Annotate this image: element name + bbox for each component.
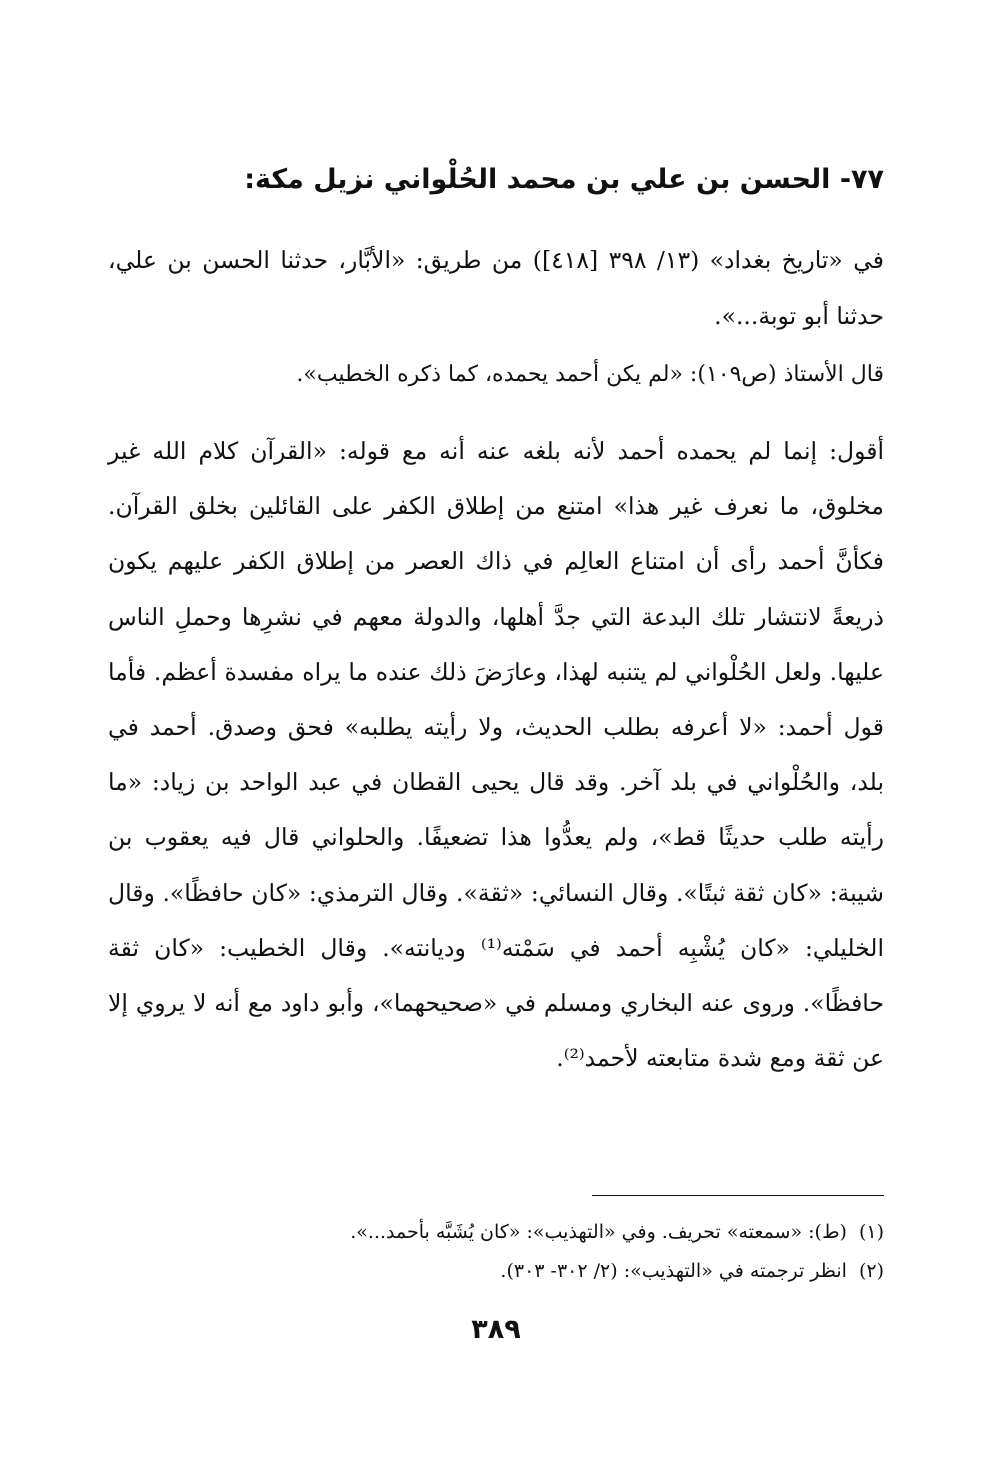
footnote-text: انظر ترجمته في «التهذيب»: (٢/ ٣٠٢- ٣٠٣). [500, 1260, 847, 1282]
footnote-number: (٢) [858, 1260, 884, 1282]
footnote-1 [108, 1213, 884, 1252]
paragraph-response: أقول: إنما لم يحمده أحمد لأنه بلغه عنه أنه مع قوله: «القرآن كلام الله غير مخلوق، ما نعرف غير هذا» امتنع من إطلاق الكفر على القائلين بخلق القرآن. فكأنَّ أحمد رأى أن امتناع العالِم في ذاك العصر من إطلاق الكفر عليهم يكون ذريعةً لانتشار تلك البدعة التي جدَّ أهلها، والدولة معهم في نشرِها وحملِ الناس عليها. ولعل الحُلْواني لم يتنبه لهذا، وعارَضَ ذلك عنده ما يراه مفسدة أعظم. فأما قول أحمد: «لا أعرفه بطلب الحديث، ولا رأيته يطلبه» فحق وصدق. أحمد في بلد، والحُلْواني في بلد آخر. وقد قال يحيى القطان في عبد الواحد بن زياد: «ما رأيته طلب حديثًا قط»، ولم يعدُّوا هذا تضعيفًا. والحلواني قال فيه يعقوب بن شيبة: «كان ثقة ثبتًا». وقال النسائي: «ثقة». وقال الترمذي: «كان حافظًا». وقال الخليلي: «كان يُشْبِه أحمد في سَمْته⁽¹⁾ وديانته». وقال الخطيب: «كان ثقة حافظًا». وروى عنه البخاري ومسلم في «صحيحهما»، وأبو داود مع أنه لا يروي إلا عن ثقة ومع شدة متابعته لأحمد⁽²⁾. [108, 437, 884, 1073]
footnote-separator [592, 1195, 884, 1196]
footnote-number: (١) [858, 1221, 884, 1243]
footnote-text: (ط): «سمعته» تحريف. وفي «التهذيب»: «كان يُشَبَّه بأحمد...». [350, 1221, 847, 1243]
paragraph-source-citation: في «تاريخ بغداد» (١٣/ ٣٩٨ [٤١٨]) من طريق: «الأبَّار، حدثنا الحسن بن علي، حدثنا أبو توبة...». [108, 246, 885, 330]
footnote-2 [108, 1252, 884, 1291]
paragraph-ustadh-quote: قال الأستاذ (ص١٠٩): «لم يكن أحمد يحمده، كما ذكره الخطيب». [296, 362, 884, 387]
entry-heading: ٧٧- الحسن بن علي بن محمد الحُلْواني نزيل مكة: [244, 164, 884, 195]
page-number: ٣٨٩ [471, 1314, 521, 1345]
footnotes [108, 1213, 884, 1291]
